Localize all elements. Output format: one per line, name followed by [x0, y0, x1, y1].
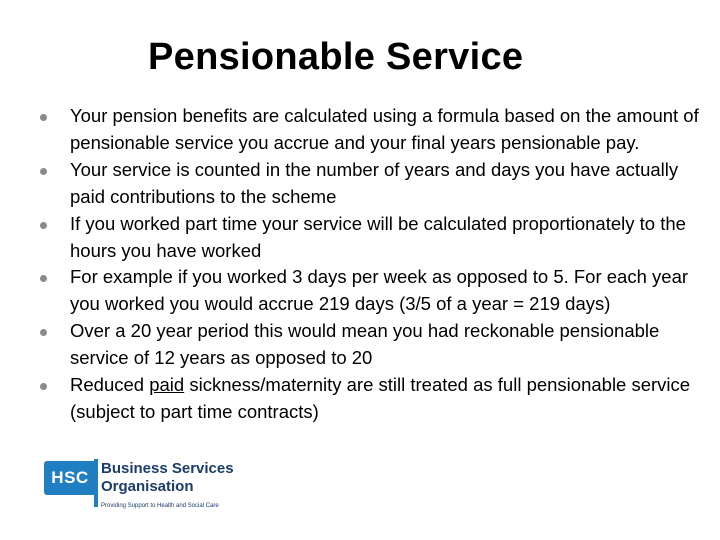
bullet-item — [40, 264, 712, 318]
bullet-item — [40, 372, 712, 426]
bullet-dot-icon — [40, 168, 47, 175]
bullet-item — [40, 318, 712, 372]
bullet-item — [40, 103, 712, 157]
bullet-item — [40, 211, 712, 265]
bullet-text-part: sickness/maternity are still treated as full pensionable service (subject to part time contracts) — [70, 374, 691, 422]
bullet-text: Over a 20 year period this would mean you had reckonable pensionable service of 12 years as opposed to 20 — [70, 320, 660, 369]
bullet-item — [40, 157, 712, 211]
bullet-list — [40, 103, 712, 426]
underlined-word: paid — [149, 374, 185, 396]
bullet-dot-icon — [40, 383, 47, 390]
bullet-dot-icon — [40, 222, 47, 229]
bullet-dot-icon — [40, 329, 47, 336]
slide-title: Pensionable Service — [148, 36, 524, 78]
org-name-line1: Business Services — [101, 460, 234, 477]
bullet-text: Your pension benefits are calculated using a formula based on the amount of pensionable service you accrue and your final years pensionable pay. — [70, 105, 699, 153]
org-name-line2: Organisation — [101, 478, 194, 495]
bullet-text: If you worked part time your service will be calculated proportionately to the hours you have worked — [70, 212, 686, 261]
org-tagline: Providing Support to Health and Social Care — [101, 503, 219, 509]
bullet-dot-icon — [40, 275, 47, 282]
logo-divider — [94, 459, 98, 507]
bullet-text: Your service is counted in the number of years and days you have actually paid contributions to the scheme — [70, 158, 679, 207]
bullet-text-part: Reduced — [70, 374, 150, 396]
bullet-dot-icon — [40, 114, 47, 121]
bullet-text: For example if you worked 3 days per week as opposed to 5. For each year you worked you would accrue 219 days (3/5 of a year = 219 days) — [70, 266, 689, 315]
bso-logo — [44, 457, 234, 517]
hsc-logo-icon: HSC — [44, 461, 96, 495]
